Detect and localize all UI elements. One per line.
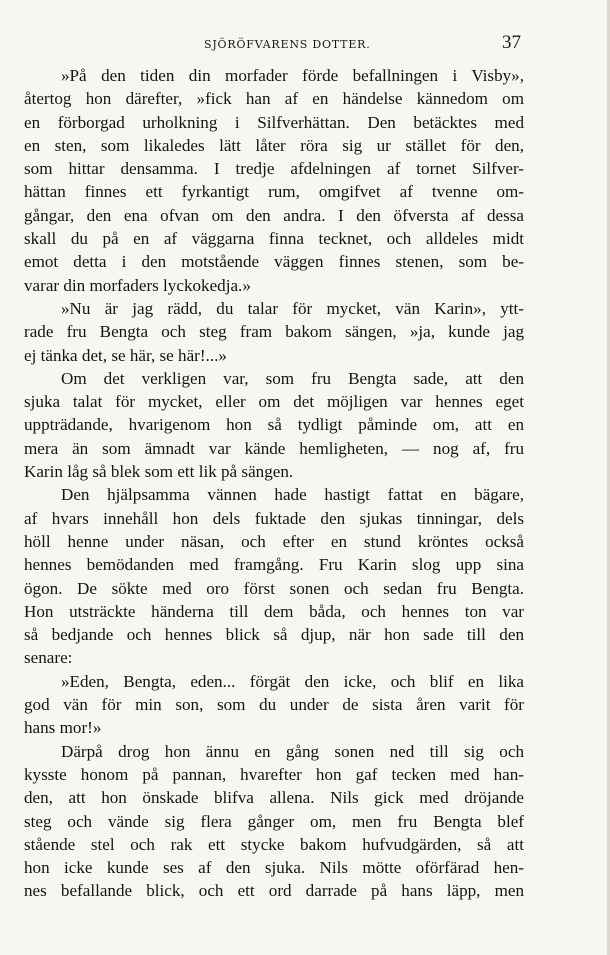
text-line: gångar, den ena ofvan om den andra. I den öfversta af dessa — [24, 205, 524, 225]
text-line: stående stel och rak ett stycke bakom hufvudgärden, så att — [24, 834, 524, 854]
body-text — [24, 64, 524, 903]
page-number: 37 — [502, 32, 521, 53]
text-line: senare: — [24, 648, 73, 668]
text-line: »Eden, Bengta, eden... förgät den icke, och blif en lika — [61, 671, 524, 691]
running-title: SJÖRÖFVARENS DOTTER. — [204, 38, 371, 51]
text-line: af hvars innehåll hon dels fuktade den sjukas tinningar, dels — [24, 508, 524, 528]
text-line: en förborgad urholkning i Silfverhättan. Den betäcktes med — [24, 112, 524, 132]
page-header — [24, 32, 524, 56]
text-line: höll henne under näsan, och efter en stund kröntes också — [24, 531, 524, 551]
text-line: rade fru Bengta och steg fram bakom sängen, »ja, kunde jag — [24, 322, 524, 342]
text-line: Den hjälpsamma vännen hade hastigt fattat en bägare, — [61, 485, 524, 505]
text-line: sjuka talat för mycket, eller om det möjligen var hennes eget — [24, 392, 524, 412]
text-line: en sten, som likaledes lätt låter röra sig ur stället för den, — [24, 135, 524, 155]
text-line: »Nu är jag rädd, du talar för mycket, vän Karin», ytt- — [61, 298, 524, 318]
text-line: hans mor!» — [24, 718, 102, 738]
text-line: god vän för min son, som du under de sista åren varit för — [24, 695, 524, 715]
text-line: hennes bemödanden med framgång. Fru Karin slog upp sina — [24, 555, 524, 575]
text-line: mera än som ämnadt var kände hemligheten, — nog af, fru — [24, 438, 524, 458]
text-line: skall du på en af väggarna finna tecknet, och alldeles midt — [24, 229, 524, 249]
text-line: ej tänka det, se här, se här!...» — [24, 345, 227, 365]
text-line: Om det verkligen var, som fru Bengta sade, att den — [61, 368, 524, 388]
text-line: hon icke kunde ses af den sjuka. Nils mötte oförfärad hen- — [24, 858, 524, 878]
text-line: så bedjande och hennes blick så djup, när hon sade till den — [24, 625, 524, 645]
text-line: Karin låg så blek som ett lik på sängen. — [24, 462, 294, 482]
text-line: Därpå drog hon ännu en gång sonen ned till sig och — [61, 741, 524, 761]
text-line: nes befallande blick, och ett ord darrade på hans läpp, men — [24, 881, 524, 901]
text-line: återtog hon därefter, »fick han af en händelse kännedom om — [24, 89, 524, 109]
text-line: steg och vände sig flera gånger om, men fru Bengta blef — [24, 811, 524, 831]
text-line: Hon utsträckte händerna till dem båda, och hennes ton var — [24, 601, 524, 621]
text-line: ögon. De sökte med oro först sonen och sedan fru Bengta. — [24, 578, 524, 598]
text-line: hättan finnes ett fyrkantigt rum, omgifvet af tvenne om- — [24, 182, 524, 202]
text-line: den, att hon önskade blifva allena. Nils gick med dröjande — [24, 788, 524, 808]
text-line: uppträdande, hvarigenom hon så tydligt påminde om, att en — [24, 415, 524, 435]
text-line: varar din morfaders lyckokedja.» — [24, 275, 251, 295]
text-line: som hittar densamma. I tredje afdelningen af tornet Silfver- — [24, 159, 524, 179]
text-line: emot detta i den motstående väggen finnes stenen, som be- — [24, 252, 524, 272]
text-line: kysste honom på pannan, hvarefter hon gaf tecken med han- — [24, 764, 524, 784]
text-line: »På den tiden din morfader förde befallningen i Visby», — [61, 66, 524, 85]
